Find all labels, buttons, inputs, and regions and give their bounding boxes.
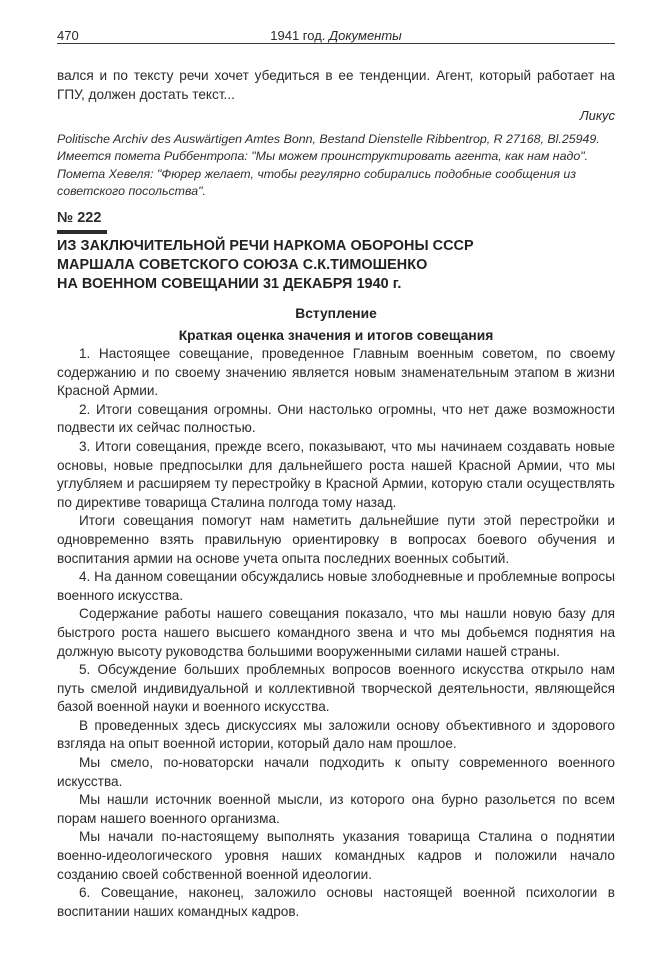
document-title-line: НА ВОЕННОМ СОВЕЩАНИИ 31 ДЕКАБРЯ 1940 г.	[57, 276, 402, 292]
paragraph: Мы смело, по-новаторски начали подходить к опыту современного военного искусства.	[57, 755, 615, 789]
subsection-heading: Краткая оценка значения и итогов совещания	[178, 328, 494, 343]
paragraph: 4. На данном совещании обсуждались новые злободневные и проблемные вопросы военного искусства.	[57, 569, 615, 603]
paragraph: Итоги совещания помогут нам наметить дальнейшие пути этой перестройки и одновременно взять правильную ориентировку в вопросах боевого обучения и воспитания армии на основе учета опыта последних военных событий.	[57, 513, 615, 566]
paragraph: 1. Настоящее совещание, проведенное Главным военным советом, по своему содержанию и по своему значению является новым знаменательным этапом в жизни Красной Армии.	[57, 346, 615, 399]
document-title	[57, 237, 615, 294]
paragraph: Содержание работы нашего совещания показало, что мы нашли новую базу для быстрого роста нашего высшего командного звена и что мы добьемся поднятия на должную высоту руководства большими вооруженными силами нашей страны.	[57, 606, 615, 659]
paragraph: 6. Совещание, наконец, заложило основы настоящей военной психологии в воспитании наших командных кадров.	[57, 885, 615, 919]
speech-body	[57, 345, 615, 921]
running-title	[57, 28, 615, 43]
paragraph: 5. Обсуждение больших проблемных вопросов военного искусства открыло нам путь смелой индивидуальной и коллективной творческой деятельности, являющейся базой военной науки и военного искусства.	[57, 662, 615, 715]
paragraph: Мы начали по-настоящему выполнять указания товарища Сталина о поднятии военно-идеологического уровня наших командных кадров и положили начало созданию своей собственной военной идеологии.	[57, 829, 615, 882]
paragraph: В проведенных здесь дискуссиях мы заложили основу объективного и здорового взгляда на опыт военной истории, который дало нам прошлое.	[57, 717, 615, 752]
archival-source-note: Politische Archiv des Auswärtigen Amtes Bonn, Bestand Dienstelle Ribbentrop, R 27168, Bl.25949. Имеется помета Риббентропа: "Мы можем проинструктировать агента, как нам надо". Помета Хевеля: "Фюрер желает, чтобы регулярно собирались подобные сообщения из советского посольства".	[57, 132, 600, 199]
document-title-line: МАРШАЛА СОВЕТСКОГО СОЮЗА С.К.ТИМОШЕНКО	[57, 257, 428, 273]
paragraph: 2. Итоги совещания огромны. Они настолько огромны, что нет даже возможности подвести их сейчас полностью.	[57, 401, 615, 436]
running-title-year: 1941 год.	[270, 28, 330, 43]
document-number: № 222	[57, 210, 102, 226]
document-title-line: ИЗ ЗАКЛЮЧИТЕЛЬНОЙ РЕЧИ НАРКОМА ОБОРОНЫ СССР	[57, 238, 474, 254]
signature: Ликус	[579, 108, 615, 123]
running-header	[57, 28, 615, 44]
document-number-underline	[57, 230, 107, 234]
paragraph: Мы нашли источник военной мысли, из которого она бурно разольется по всем порам нашего военного организма.	[57, 792, 615, 826]
section-heading: Вступление	[295, 306, 377, 321]
running-title-section: Документы	[329, 28, 402, 43]
page-number: 470	[57, 28, 79, 43]
previous-document-continuation: вался и по тексту речи хочет убедиться в ее тенденции. Агент, который работает на ГПУ, должен достать текст...	[57, 68, 615, 102]
paragraph: 3. Итоги совещания, прежде всего, показывают, что мы начинаем создавать новые основы, новые предпосылки для дальнейшего роста нашей Красной Армии, что мы углубляем и расширяем ту перестройку в Красной Армии, которую стали осуществлять по директиве товарища Сталина полгода тому назад.	[57, 438, 615, 510]
